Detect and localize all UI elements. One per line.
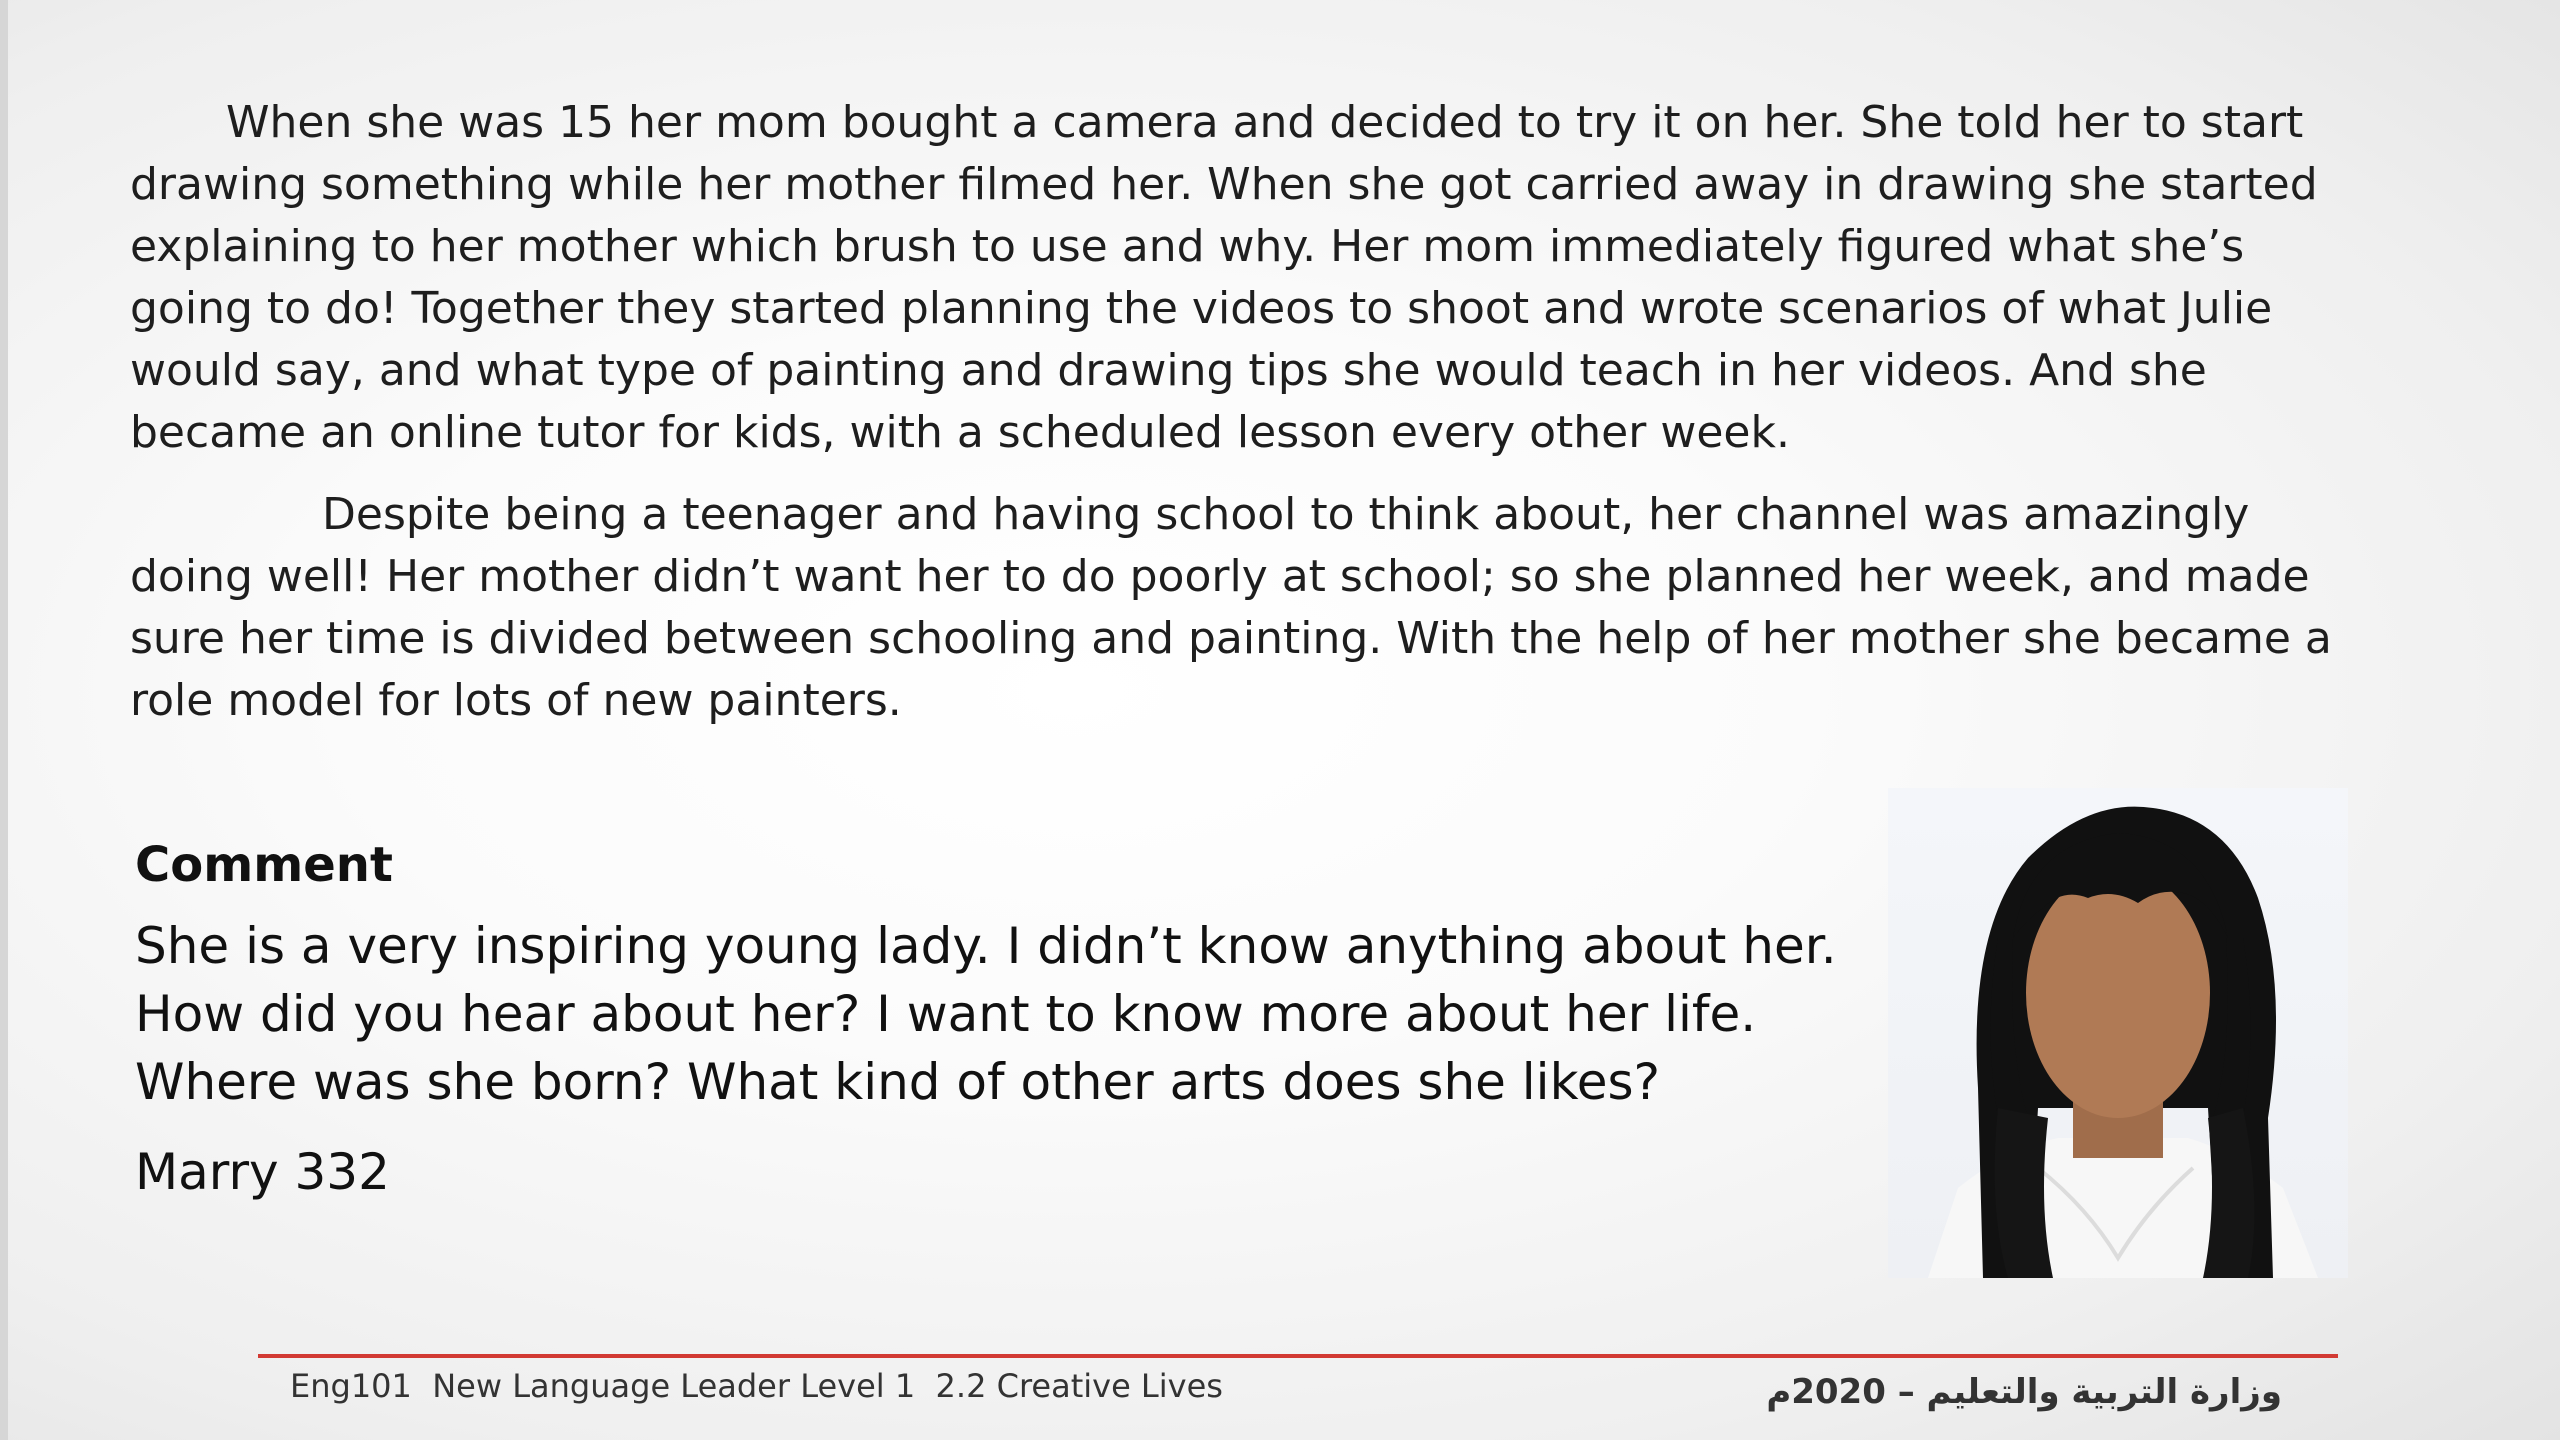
comment-line-3: Where was she born? What kind of other arts does she likes? (135, 1053, 1661, 1111)
footer-course-info: Eng101 New Language Leader Level 1 2.2 Creative Lives (290, 1367, 1223, 1405)
footer-divider (258, 1354, 2338, 1358)
comment-text (135, 912, 1895, 1116)
comment-line-2: How did you hear about her? I want to know more about her life. (135, 985, 1757, 1043)
comment-heading: Comment (135, 837, 393, 893)
passage-paragraph-1: When she was 15 her mom bought a camera and decided to try it on her. She told her to start drawing something while her mother filmed her. When she got carried away in drawing she started explaining to her mother which brush to use and why. Her mom immediately figured what she’s going to do! Together they started planning the videos to shoot and wrote scenarios of what Julie would say, and what type of painting and drawing tips she would teach in her videos. And she became an online tutor for kids, with a scheduled lesson every other week. (130, 97, 2318, 458)
comment-line-1: She is a very inspiring young lady. I didn’t know anything about her. (135, 917, 1837, 975)
reading-passage (130, 92, 2350, 732)
comment-author: Marry 332 (135, 1143, 390, 1201)
passage-paragraph-2: Despite being a teenager and having school to think about, her channel was amazingly doing well! Her mother didn’t want her to do poorly at school; so she planned her week, and made sure her time is divided between schooling and painting. With the help of her mother she became a role model for lots of new painters. (130, 489, 2332, 726)
footer-ministry-label: وزارة التربية والتعليم – 2020م (1766, 1372, 2282, 1412)
girl-portrait-icon (1888, 788, 2348, 1278)
comment-section (135, 830, 1895, 1206)
